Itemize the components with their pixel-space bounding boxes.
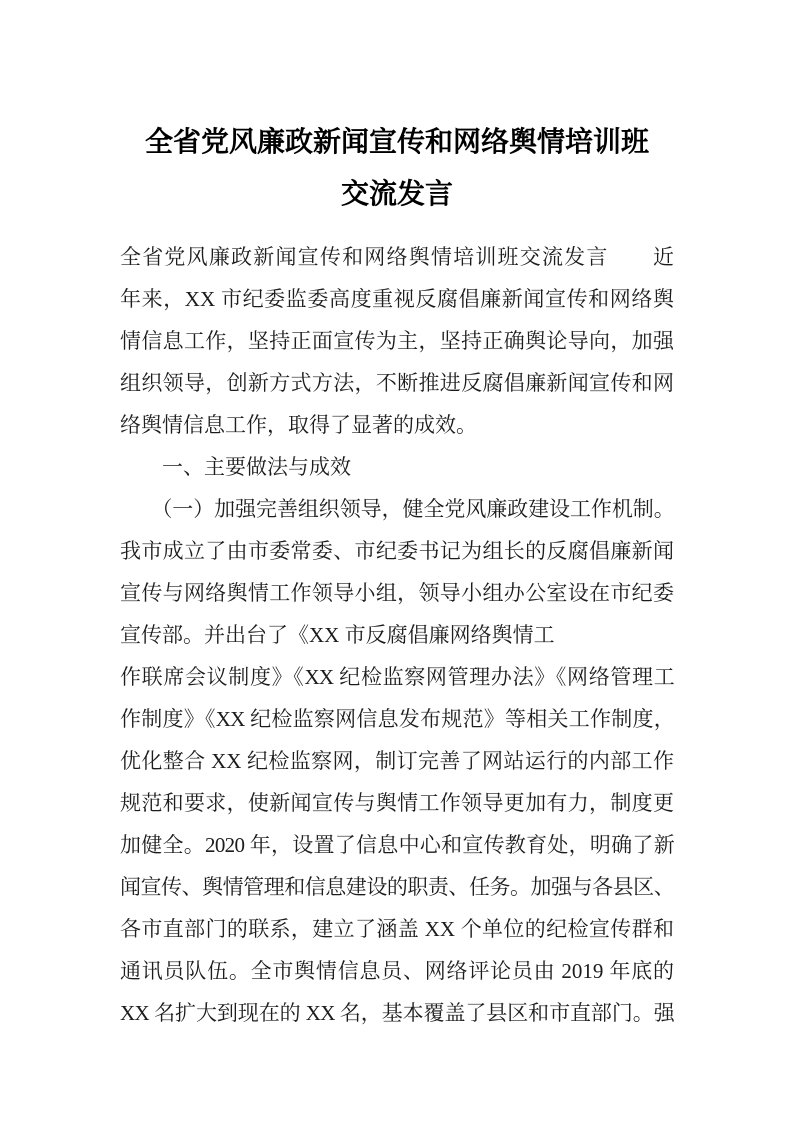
title-line: 交流发言 [340,178,453,209]
body-line: 作制度》《XX 纪检监察网信息发布规范》等相关工作制度， [120,707,674,731]
body-line: 年来，XX 市纪委监委高度重视反腐倡廉新闻宣传和网络舆 [120,287,674,311]
body-line: 加健全。2020 年，设置了信息中心和宣传教育处，明确了新 [120,833,674,857]
body-line: 通讯员队伍。全市舆情信息员、网络评论员由 2019 年底的 [120,959,674,983]
body-line: 规范和要求，使新闻宣传与舆情工作领导更加有力，制度更 [120,791,674,815]
body-line: 络舆情信息工作，取得了显著的成效。 [120,413,477,437]
body-line: 全省党风廉政新闻宣传和网络舆情培训班交流发言 近 [120,245,674,269]
body-line: 作联席会议制度》《XX 纪检监察网管理办法》《网络管理工 [120,665,674,689]
body-lines [120,236,674,1034]
body-line: 情信息工作，坚持正面宣传为主，坚持正确舆论导向，加强 [120,329,674,353]
body-line: 一、主要做法与成效 [120,455,351,479]
body-line: 各市直部门的联系，建立了涵盖 XX 个单位的纪检宣传群和 [120,917,674,941]
document-title [120,116,674,220]
body-line: 优化整合 XX 纪检监察网，制订完善了网站运行的内部工作 [120,749,674,773]
body-line: 宣传部。并出台了《XX 市反腐倡廉网络舆情工 [120,623,555,647]
document-content [120,116,674,1034]
body-line: 我市成立了由市委常委、市纪委书记为组长的反腐倡廉新闻 [120,539,674,563]
body-line: 宣传与网络舆情工作领导小组，领导小组办公室设在市纪委 [120,581,674,605]
title-line: 全省党风廉政新闻宣传和网络舆情培训班 [144,126,649,157]
body-line: （一）加强完善组织领导，健全党风廉政建设工作机制。 [120,497,674,521]
body-line: XX 名扩大到现在的 XX 名，基本覆盖了县区和市直部门。强 [120,1001,674,1025]
body-line: 闻宣传、舆情管理和信息建设的职责、任务。加强与各县区、 [120,875,674,899]
body-line: 组织领导，创新方式方法，不断推进反腐倡廉新闻宣传和网 [120,371,674,395]
